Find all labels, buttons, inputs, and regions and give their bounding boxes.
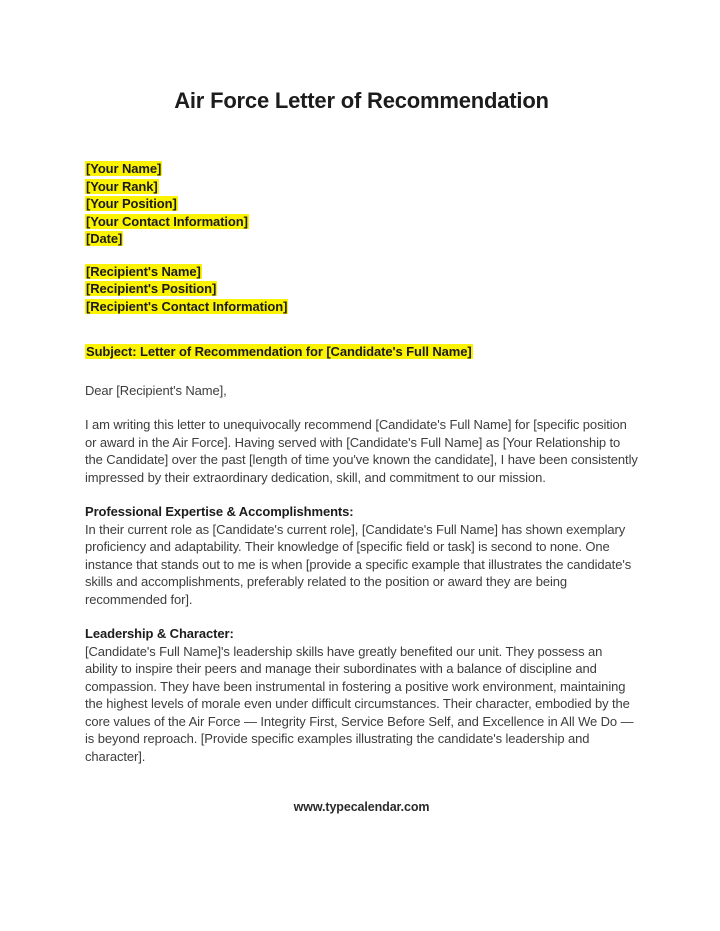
sender-rank-placeholder: [Your Rank] bbox=[86, 178, 158, 194]
section-professional-expertise bbox=[85, 503, 638, 608]
recipient-line bbox=[85, 263, 638, 281]
sender-position-placeholder: [Your Position] bbox=[86, 196, 177, 211]
recipient-contact-placeholder: [Recipient's Contact Information] bbox=[86, 298, 288, 314]
section-heading: Professional Expertise & Accomplishments: bbox=[85, 504, 354, 519]
recipient-line bbox=[85, 280, 638, 298]
sender-line bbox=[85, 178, 638, 196]
section-heading: Leadership & Character: bbox=[85, 626, 234, 641]
recipient-name-placeholder: [Recipient's Name] bbox=[86, 263, 201, 279]
section-paragraph: In their current role as [Candidate's current role], [Candidate's Full Name] has shown exemplary proficiency and adaptability. Their knowledge of [specific field or task] is second to none. One instance that stands out to me is when [provide a specific example that illustrates the candidate's skills and accomplishments, preferably related to the position or award they are being recommended for]. bbox=[85, 521, 632, 607]
footer-website-text: www.typecalendar.com bbox=[293, 800, 430, 814]
date-placeholder: [Date] bbox=[86, 231, 123, 246]
recipient-position-placeholder: [Recipient's Position] bbox=[86, 281, 217, 296]
sender-name-placeholder: [Your Name] bbox=[86, 161, 162, 176]
section-leadership-character bbox=[85, 625, 638, 765]
sender-block bbox=[85, 160, 638, 248]
sender-line bbox=[85, 213, 638, 231]
page-title: Air Force Letter of Recommendation bbox=[174, 88, 549, 113]
recipient-line bbox=[85, 298, 638, 316]
sender-line bbox=[85, 160, 638, 178]
sender-line bbox=[85, 230, 638, 248]
sender-contact-placeholder: [Your Contact Information] bbox=[86, 213, 248, 229]
sender-line bbox=[85, 195, 638, 213]
recipient-block bbox=[85, 263, 638, 316]
subject-line bbox=[85, 343, 638, 361]
subject-text: Subject: Letter of Recommendation for [Candidate's Full Name] bbox=[86, 344, 472, 359]
salutation: Dear [Recipient's Name], bbox=[85, 382, 227, 398]
intro-paragraph: I am writing this letter to unequivocally recommend [Candidate's Full Name] for [specific position or award in the Air Force]. Having served with [Candidate's Full Name] as [Your Relationship to the Candidate] over the past [length of time you've known the candidate], I have been consistently impressed by their extraordinary dedication, skill, and commitment to our mission. bbox=[85, 417, 638, 485]
section-paragraph: [Candidate's Full Name]'s leadership skills have greatly benefited our unit. They possess an ability to inspire their peers and manage their subordinates with a balance of discipline and compassion. They have been instrumental in fostering a positive work environment, maintaining the highest levels of morale even under difficult circumstances. Their character, embodied by the core values of the Air Force — Integrity First, Service Before Self, and Excellence in All We Do — is beyond reproach. [Provide specific examples illustrating the candidate's leadership and character]. bbox=[85, 643, 634, 764]
